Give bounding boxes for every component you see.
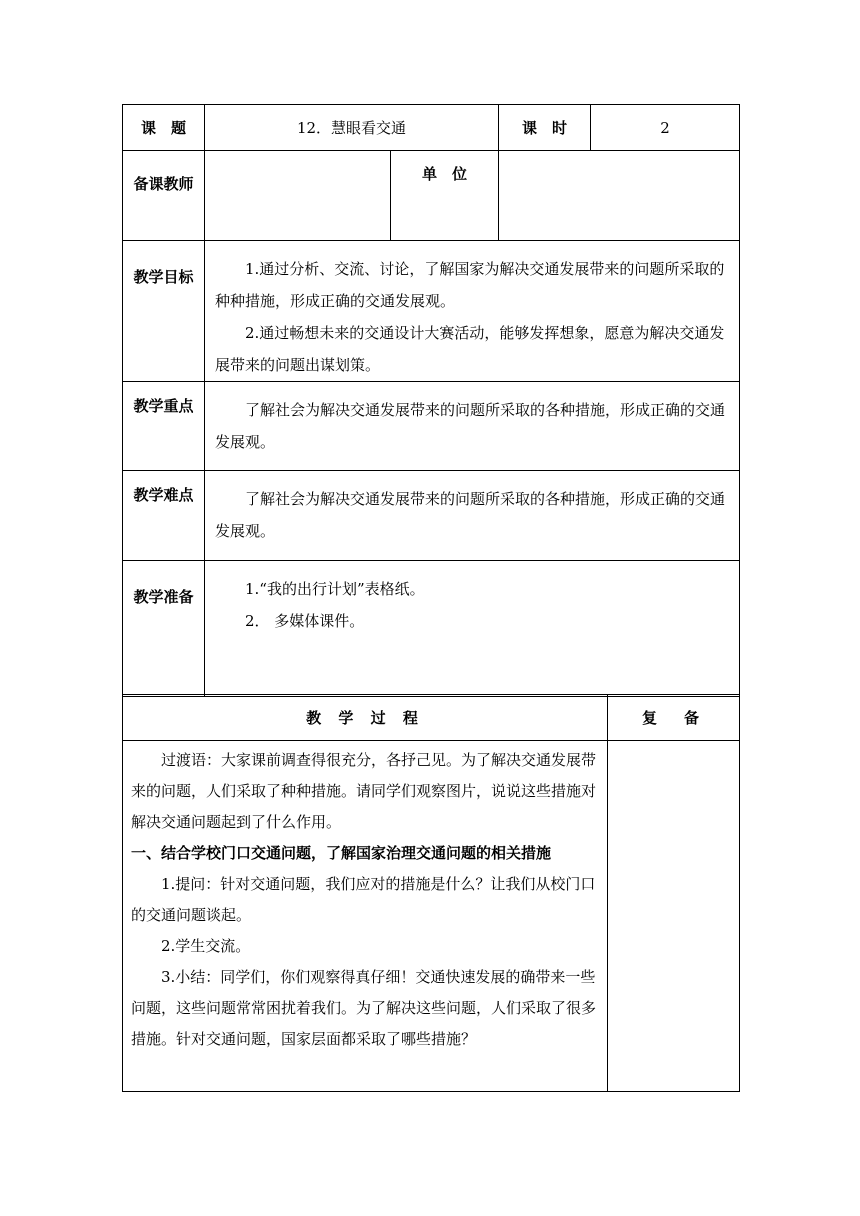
- preparation-item: 1.“我的出行计划”表格纸。: [245, 580, 425, 598]
- difficulties-label: 教学难点: [123, 471, 205, 561]
- preparation-label: 教学准备: [123, 561, 205, 697]
- topic-label: 课 题: [123, 105, 205, 151]
- review-header: 复 备: [608, 695, 740, 741]
- intro-text: 过渡语：大家课前调查得很充分，各抒己见。为了解决交通发展带来的问题，人们采取了种种措施。请同学们观察图片，说说这些措施对解决交通问题起到了什么作用。: [131, 751, 597, 831]
- goals-content: [205, 241, 740, 382]
- process-table: [122, 694, 740, 1092]
- goal-item: 2.通过畅想未来的交通设计大赛活动，能够发挥想象，愿意为解决交通发展带来的问题出谋划策。: [215, 324, 725, 374]
- unit-label: 单 位: [391, 151, 499, 241]
- section-title: 一、结合学校门口交通问题，了解国家治理交通问题的相关措施: [131, 844, 552, 862]
- key-points-label: 教学重点: [123, 382, 205, 471]
- step-item: 1.提问：针对交通问题，我们应对的措施是什么？让我们从校门口的交通问题谈起。: [131, 875, 596, 924]
- process-content: [123, 741, 608, 1092]
- step-item: 3.小结：同学们，你们观察得真仔细！交通快速发展的确带来一些问题，这些问题常常困扰着我们。为了解决这些问题，人们采取了很多措施。针对交通问题，国家层面都采取了哪些措施？: [131, 968, 597, 1048]
- step-item: 2.学生交流。: [161, 937, 251, 955]
- goals-label: 教学目标: [123, 241, 205, 382]
- preparation-item: 2． 多媒体课件。: [245, 612, 365, 630]
- teacher-label: 备课教师: [123, 151, 205, 241]
- lesson-info-table: [122, 104, 740, 697]
- topic-value: 12．慧眼看交通: [205, 105, 499, 151]
- period-value: 2: [591, 105, 740, 151]
- unit-value: [499, 151, 740, 241]
- teacher-value: [205, 151, 391, 241]
- review-cell: [608, 741, 740, 1092]
- key-points-text: 了解社会为解决交通发展带来的问题所采取的各种措施，形成正确的交通发展观。: [205, 382, 740, 471]
- goal-item: 1.通过分析、交流、讨论，了解国家为解决交通发展带来的问题所采取的种种措施，形成正确的交通发展观。: [215, 260, 725, 310]
- preparation-content: [205, 561, 740, 697]
- period-label: 课 时: [499, 105, 591, 151]
- difficulties-text: 了解社会为解决交通发展带来的问题所采取的各种措施，形成正确的交通发展观。: [205, 471, 740, 561]
- process-header: 教 学 过 程: [123, 695, 608, 741]
